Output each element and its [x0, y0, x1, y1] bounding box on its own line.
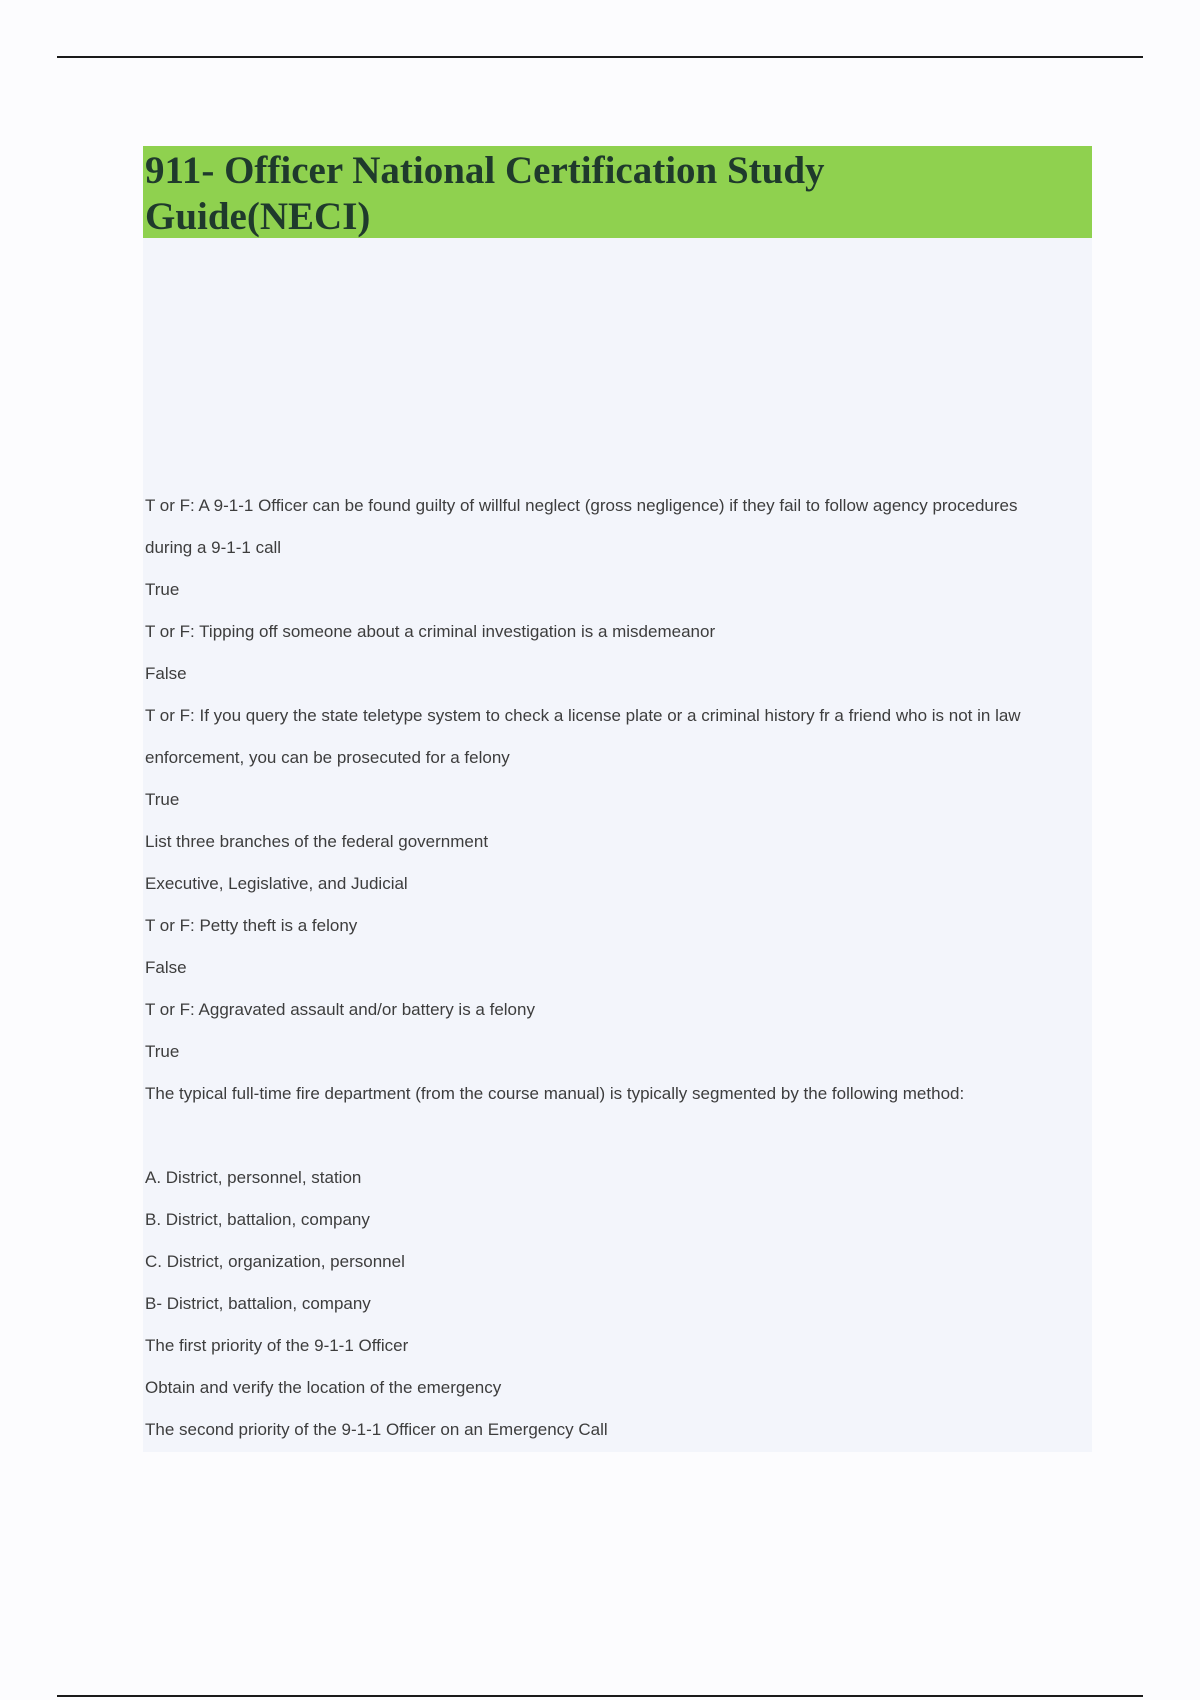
- bottom-rule: [57, 1695, 1143, 1697]
- text-line: T or F: Tipping off someone about a criminal investigation is a misdemeanor: [145, 622, 716, 641]
- text-line: enforcement, you can be prosecuted for a felony: [145, 748, 510, 767]
- text-line: Executive, Legislative, and Judicial: [145, 874, 408, 893]
- text-line: True: [145, 1042, 180, 1061]
- text-line: T or F: If you query the state teletype system to check a license plate or a criminal history fr a friend who is not in law: [145, 706, 1021, 725]
- text-line: Obtain and verify the location of the emergency: [145, 1378, 502, 1397]
- text-line: The second priority of the 9-1-1 Officer on an Emergency Call: [145, 1420, 608, 1439]
- text-line: T or F: Petty theft is a felony: [145, 916, 358, 935]
- text-line: True: [145, 790, 180, 809]
- top-rule: [57, 56, 1143, 58]
- text-line: A. District, personnel, station: [145, 1168, 362, 1187]
- text-line: False: [145, 958, 187, 977]
- text-line: The first priority of the 9-1-1 Officer: [145, 1336, 409, 1355]
- document-title: 911- Officer National Certification Study Guide(NECI): [145, 149, 825, 238]
- qa-list: [145, 485, 1090, 1451]
- text-line: T or F: A 9-1-1 Officer can be found guilty of willful neglect (gross negligence) if they fail to follow agency procedures: [145, 496, 1018, 515]
- text-line: C. District, organization, personnel: [145, 1252, 405, 1271]
- text-line: True: [145, 580, 180, 599]
- text-line: The typical full-time fire department (from the course manual) is typically segmented by the following method:: [145, 1084, 965, 1103]
- text-line: List three branches of the federal government: [145, 832, 489, 851]
- text-line: False: [145, 664, 187, 683]
- text-line: during a 9-1-1 call: [145, 538, 282, 557]
- text-line: B. District, battalion, company: [145, 1210, 370, 1229]
- text-line: T or F: Aggravated assault and/or battery is a felony: [145, 1000, 535, 1019]
- text-line: [145, 1115, 1090, 1157]
- text-line: B- District, battalion, company: [145, 1294, 371, 1313]
